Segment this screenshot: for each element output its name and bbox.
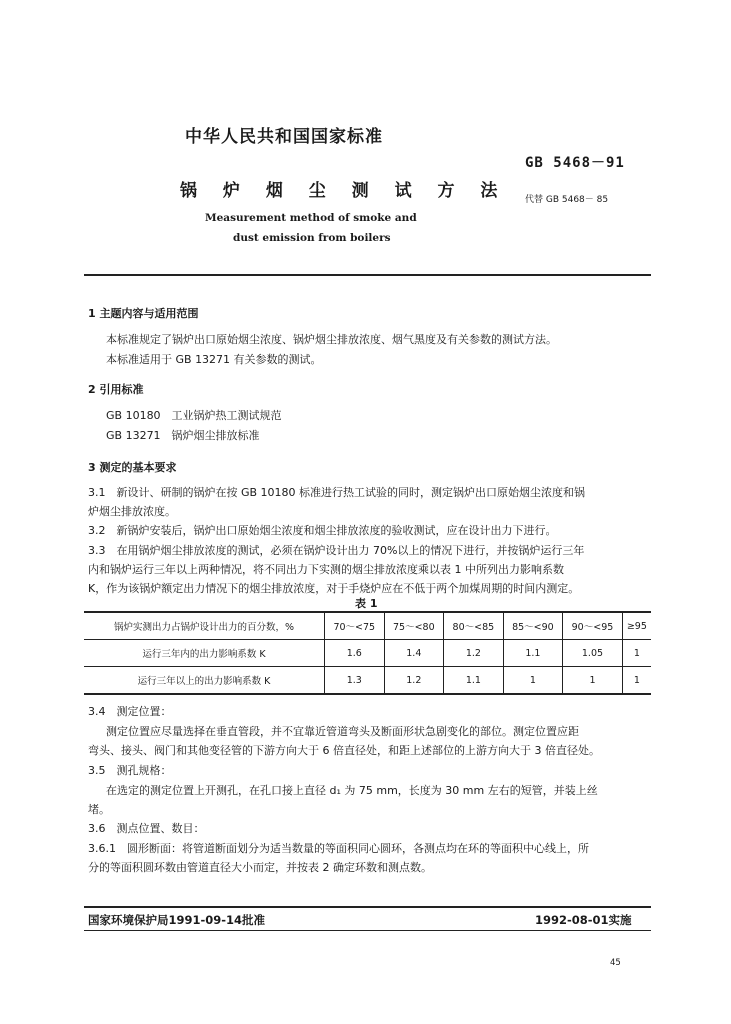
approval-date: 国家环境保护局1991-09-14批准 — [88, 913, 266, 927]
clause-3-5-line2: 堵。 — [88, 803, 110, 816]
clause-3-1-line1: 3.1 新设计、研制的锅炉在按 GB 10180 标准进行热工试验的同时，测定锅炉出口原始烟尘浓度和锅 — [88, 486, 586, 499]
table-cell: 1.1 — [444, 667, 504, 695]
table-column-header: 85～<90 — [503, 612, 563, 640]
header-divider — [84, 274, 651, 276]
table-cell: 1.4 — [384, 640, 444, 667]
table-header-row — [84, 612, 651, 640]
footer-divider-bottom — [84, 930, 651, 931]
table-cell: 1 — [622, 667, 651, 695]
table-cell: 1.3 — [325, 667, 385, 695]
table-row-label: 运行三年内的出力影响系数 K — [84, 640, 325, 667]
english-title-line2: dust emission from boilers — [233, 232, 391, 244]
footer-divider-top — [84, 906, 651, 908]
clause-3-4-line2: 弯头、接头、阀门和其他变径管的下游方向大于 6 倍直径处，和距上述部位的上游方向大于 3 倍直径处。 — [88, 744, 600, 757]
table-column-header: ≥95 — [622, 612, 651, 640]
clause-3-3-line3: K，作为该锅炉额定出力情况下的烟尘排放浓度，对于手烧炉应在不低于两个加煤周期的时间内测定。 — [88, 582, 580, 595]
table-cell: 1.05 — [563, 640, 623, 667]
table-header-label: 锅炉实测出力占锅炉设计出力的百分数，% — [84, 612, 325, 640]
page-number: 45 — [610, 958, 621, 968]
table-1-caption: 表 1 — [355, 597, 378, 610]
clause-3-4-heading: 3.4 测定位置： — [88, 705, 172, 718]
table-cell: 1.2 — [384, 667, 444, 695]
section-1-para-2: 本标准适用于 GB 13271 有关参数的测试。 — [106, 353, 322, 366]
table-cell: 1.2 — [444, 640, 504, 667]
table-row-label: 运行三年以上的出力影响系数 K — [84, 667, 325, 695]
clause-3-5-heading: 3.5 测孔规格： — [88, 764, 172, 777]
table-cell: 1 — [622, 640, 651, 667]
table-column-header: 70～<75 — [325, 612, 385, 640]
clause-3-3-line2: 内和锅炉运行三年以上两种情况，将不同出力下实测的烟尘排放浓度乘以表 1 中所列出力影响系数 — [88, 563, 564, 576]
output-factor-table — [84, 611, 651, 695]
clause-3-6-heading: 3.6 测点位置、数目： — [88, 822, 205, 835]
section-1-para-1: 本标准规定了锅炉出口原始烟尘浓度、锅炉烟尘排放浓度、烟气黑度及有关参数的测试方法。 — [106, 333, 557, 346]
table-row — [84, 667, 651, 695]
table-row — [84, 640, 651, 667]
table-cell: 1 — [503, 667, 563, 695]
document-title: 锅 炉 烟 尘 测 试 方 法 — [180, 181, 508, 201]
clause-3-6-1-line1: 3.6.1 圆形断面：将管道断面划分为适当数量的等面积同心圆环，各测点均在环的等面积中心线上，所 — [88, 842, 589, 855]
replaces-note: 代替 GB 5468－ 85 — [525, 195, 609, 205]
table-column-header: 75～<80 — [384, 612, 444, 640]
clause-3-5-line1: 在选定的测定位置上开测孔，在孔口接上直径 d₁ 为 75 mm，长度为 30 mm 左右的短管，并装上丝 — [106, 784, 598, 797]
table-column-header: 80～<85 — [444, 612, 504, 640]
english-title-line1: Measurement method of smoke and — [205, 212, 417, 224]
clause-3-3-line1: 3.3 在用锅炉烟尘排放浓度的测试，必须在锅炉设计出力 70%以上的情况下进行，并按锅炉运行三年 — [88, 544, 585, 557]
reference-gb10180: GB 10180 工业锅炉热工测试规范 — [106, 409, 282, 422]
reference-gb13271: GB 13271 锅炉烟尘排放标准 — [106, 429, 260, 442]
table-cell: 1.1 — [503, 640, 563, 667]
section-2-heading: 2 引用标准 — [88, 383, 144, 396]
table-column-header: 90～<95 — [563, 612, 623, 640]
clause-3-6-1-line2: 分的等面积圆环数由管道直径大小而定，并按表 2 确定环数和测点数。 — [88, 861, 432, 874]
clause-3-4-line1: 测定位置应尽量选择在垂直管段，并不宜靠近管道弯头及断面形状急剧变化的部位。测定位置应距 — [106, 725, 579, 738]
standard-code: GB 5468－91 — [525, 155, 625, 171]
national-standard-heading: 中华人民共和国国家标准 — [185, 127, 383, 147]
clause-3-2: 3.2 新锅炉安装后，锅炉出口原始烟尘浓度和烟尘排放浓度的验收测试，应在设计出力下进行。 — [88, 524, 557, 537]
section-1-heading: 1 主题内容与适用范围 — [88, 307, 199, 320]
table-cell: 1.6 — [325, 640, 385, 667]
section-3-heading: 3 测定的基本要求 — [88, 461, 177, 474]
effective-date: 1992-08-01实施 — [535, 913, 632, 927]
table-cell: 1 — [563, 667, 623, 695]
clause-3-1-line2: 炉烟尘排放浓度。 — [88, 505, 176, 518]
